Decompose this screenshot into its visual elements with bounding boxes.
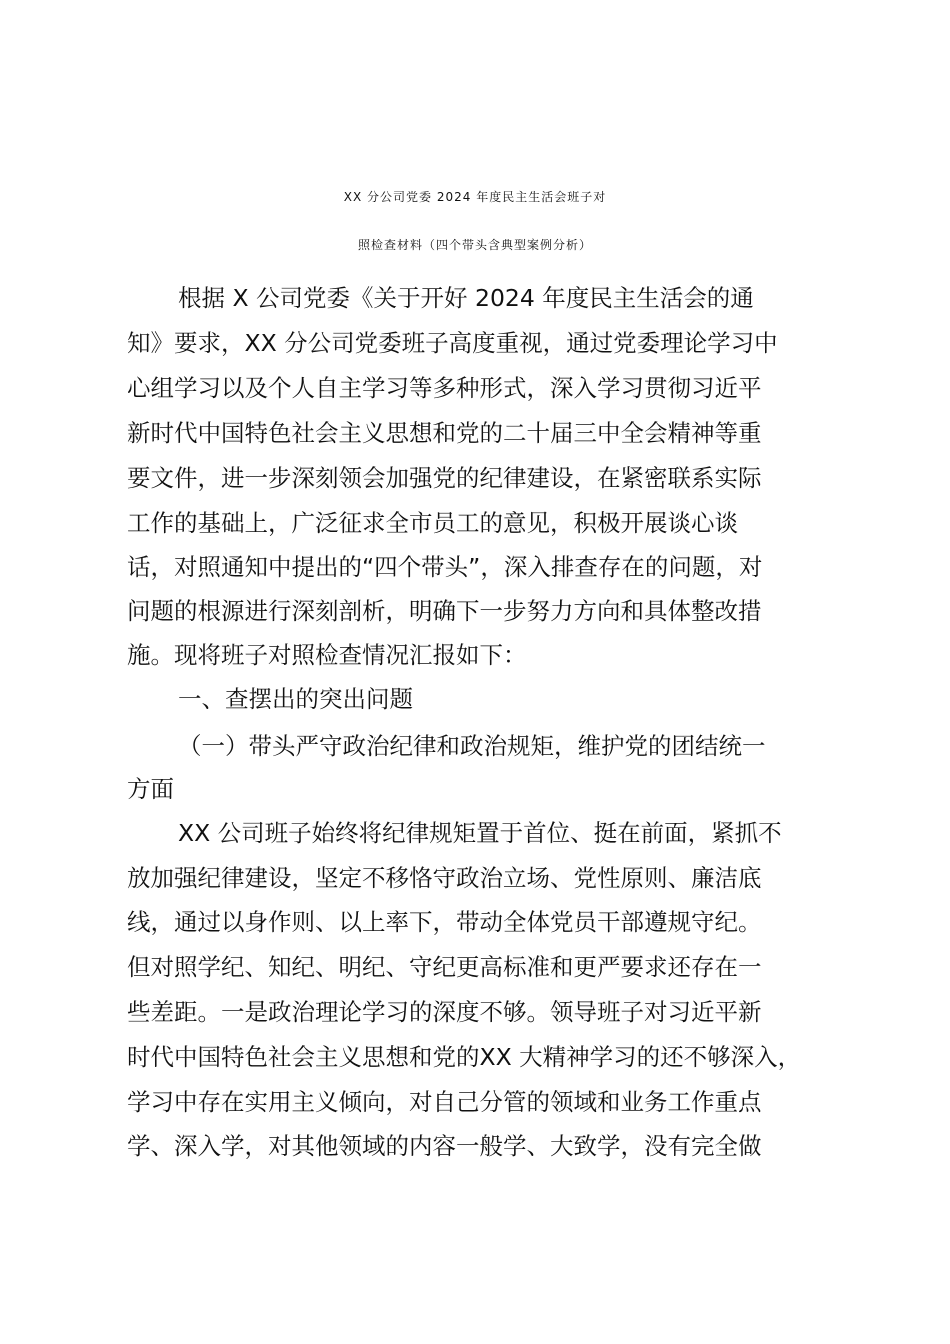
body-line: 话，对照通知中提出的“四个带头”，深入排查存在的问题，对 <box>127 553 763 581</box>
body-line: 线，通过以身作则、以上率下，带动全体党员干部遵规守纪。 <box>127 908 762 936</box>
body-line: 知》要求，XX 分公司党委班子高度重视，通过党委理论学习中 <box>127 329 778 357</box>
body-line: 放加强纪律建设，坚定不移恪守政治立场、党性原则、廉洁底 <box>127 864 762 892</box>
body-line: 学习中存在实用主义倾向，对自己分管的领域和业务工作重点 <box>127 1088 762 1116</box>
body-line: 要文件，进一步深刻领会加强党的纪律建设，在紧密联系实际 <box>127 464 762 492</box>
body-line: 学、深入学，对其他领域的内容一般学、大致学，没有完全做 <box>127 1132 762 1160</box>
subsection-heading: （一）带头严守政治纪律和政治规矩，维护党的团结统一 <box>178 732 766 760</box>
body-line: XX 公司班子始终将纪律规矩置于首位、挺在前面，紧抓不 <box>178 819 782 847</box>
body-line: 心组学习以及个人自主学习等多种形式，深入学习贯彻习近平 <box>127 374 762 402</box>
body-line: 时代中国特色社会主义思想和党的XX 大精神学习的还不够深入， <box>127 1043 802 1071</box>
document-title-line-1: XX 分公司党委 2024 年度民主生活会班子对 <box>343 190 607 204</box>
document-title-line-2: 照检查材料（四个带头含典型案例分析） <box>357 238 592 252</box>
section-heading: 一、查摆出的突出问题 <box>178 685 413 713</box>
body-line: 施。现将班子对照检查情况汇报如下： <box>127 641 527 669</box>
body-line: 新时代中国特色社会主义思想和党的二十届三中全会精神等重 <box>127 419 762 447</box>
subsection-heading-continued: 方面 <box>127 775 174 803</box>
body-line: 工作的基础上，广泛征求全市员工的意见，积极开展谈心谈 <box>127 509 738 537</box>
body-line: 些差距。一是政治理论学习的深度不够。领导班子对习近平新 <box>127 998 762 1026</box>
body-line: 根据 X 公司党委《关于开好 2024 年度民主生活会的通 <box>178 284 754 312</box>
body-line: 但对照学纪、知纪、明纪、守纪更高标准和更严要求还存在一 <box>127 953 762 981</box>
body-line: 问题的根源进行深刻剖析，明确下一步努力方向和具体整改措 <box>127 597 762 625</box>
